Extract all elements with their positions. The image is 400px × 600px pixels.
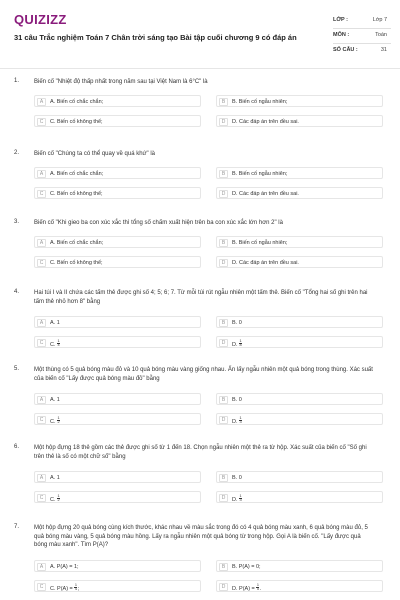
fraction-denominator: 2 — [57, 498, 60, 503]
fraction-denominator: 4 — [74, 587, 77, 592]
option-text — [50, 584, 79, 593]
meta-key: SỐ CÂU : — [333, 47, 358, 53]
answer-option-a[interactable] — [34, 95, 201, 107]
option-text — [50, 260, 103, 266]
fraction — [57, 417, 60, 426]
answer-option-a[interactable] — [34, 560, 201, 572]
option-label: B. 0 — [232, 474, 242, 481]
fraction — [239, 340, 242, 349]
meta-key: LỚP : — [333, 17, 348, 23]
fraction-denominator: 4 — [57, 343, 60, 348]
option-label: A. P(A) = 1; — [50, 563, 79, 570]
option-letter-box: A — [37, 474, 46, 482]
question-number: 6. — [14, 444, 20, 450]
answer-option-b[interactable] — [216, 471, 383, 483]
option-letter-box: B — [219, 396, 228, 404]
option-text — [50, 119, 103, 125]
option-label: B. Biến cố ngẫu nhiên; — [232, 98, 288, 105]
meta-table — [333, 14, 391, 59]
option-letter-box: B — [219, 319, 228, 327]
option-label: B. P(A) = 0; — [232, 563, 261, 570]
fraction-numerator: 1 — [239, 493, 242, 498]
option-text — [232, 119, 299, 125]
question-text: Một hộp đựng 18 thẻ gồm các thẻ được ghi số từ 1 đến 18. Chọn ngẫu nhiên một thẻ ra từ hộp. Xác suất của biến cố "Số ghi trên thẻ là số có một chữ số" bằng — [34, 445, 367, 460]
answer-option-b[interactable] — [216, 167, 383, 179]
fraction-numerator: 1 — [239, 338, 242, 343]
answer-option-c[interactable] — [34, 580, 201, 592]
option-text — [232, 260, 299, 266]
option-label: A. Biến cố chắc chắn; — [50, 98, 104, 105]
answer-option-a[interactable] — [34, 393, 201, 405]
option-label: D. Các đáp án trên đều sai. — [232, 259, 299, 266]
option-letter-box: B — [219, 98, 228, 106]
option-label: B. 0 — [232, 396, 242, 403]
option-label: A. 1 — [50, 474, 60, 481]
option-letter-box: C — [37, 583, 46, 591]
option-label: A. 1 — [50, 396, 60, 403]
option-text — [232, 240, 287, 246]
answer-option-c[interactable] — [34, 115, 201, 127]
option-label: C. — [50, 496, 56, 503]
answer-option-d[interactable] — [216, 256, 383, 268]
option-suffix: . — [259, 585, 261, 592]
option-label: A. Biến cố chắc chắn; — [50, 170, 104, 177]
meta-value: Lớp 7 — [372, 17, 387, 23]
answer-option-c[interactable] — [34, 256, 201, 268]
fraction-numerator: 1 — [57, 493, 60, 498]
option-letter-box: A — [37, 319, 46, 327]
fraction-denominator: 5 — [256, 587, 259, 592]
document-title: 31 câu Trắc nghiệm Toán 7 Chân trời sáng tạo Bài tập cuối chương 9 có đáp án — [14, 33, 297, 42]
option-letter-box: C — [37, 118, 46, 126]
option-letter-box: D — [219, 339, 228, 347]
option-label: C. Biến cố không thể; — [50, 259, 103, 266]
fraction-numerator: 1 — [239, 415, 242, 420]
document-header — [0, 0, 400, 70]
option-letter-box: B — [219, 474, 228, 482]
option-letter-box: B — [219, 563, 228, 571]
option-label: B. Biến cố ngẫu nhiên; — [232, 170, 288, 177]
answer-option-a[interactable] — [34, 167, 201, 179]
option-letter-box: A — [37, 239, 46, 247]
option-text — [232, 171, 287, 177]
answer-option-d[interactable] — [216, 336, 383, 348]
option-letter-box: D — [219, 118, 228, 126]
option-letter-box: B — [219, 239, 228, 247]
option-label: B. Biến cố ngẫu nhiên; — [232, 239, 288, 246]
header-divider — [0, 68, 400, 69]
option-text — [232, 564, 261, 570]
option-label: C. Biến cố không thể; — [50, 190, 103, 197]
question-text: Một thùng có 5 quả bóng màu đỏ và 10 quả bóng màu vàng giống nhau. Ấn lấy ngẫu nhiên một quả bóng trong thùng. Xác suất của biến cố "Lấy được quả bóng màu đỏ" bằng — [34, 367, 373, 382]
option-label: D. — [232, 341, 238, 348]
fraction-numerator: 1 — [74, 582, 77, 587]
answer-option-a[interactable] — [34, 471, 201, 483]
answer-option-c[interactable] — [34, 336, 201, 348]
option-text — [232, 495, 242, 504]
question-text: Một hộp đựng 20 quả bóng cùng kích thước, khác nhau về màu sắc trong đó có 4 quả bóng màu xanh, 6 quả bóng màu đỏ, 5 quả bóng màu vàng, 5 quả bóng màu hồng. Lấy ra ngẫu nhiên một quả bóng từ trong hộp. Gọi A là biến cố. "Lấy được quả bóng màu xanh". Tìm P(A)? — [34, 525, 368, 549]
answer-option-b[interactable] — [216, 95, 383, 107]
option-text — [232, 340, 242, 349]
answer-option-b[interactable] — [216, 560, 383, 572]
question-number: 2. — [14, 150, 20, 156]
option-label: B. 0 — [232, 319, 242, 326]
option-label: C. — [50, 341, 56, 348]
option-text — [50, 495, 60, 504]
meta-row-question-count — [333, 44, 391, 59]
option-letter-box: A — [37, 563, 46, 571]
option-letter-box: A — [37, 396, 46, 404]
question-number: 7. — [14, 524, 20, 530]
option-label: C. Biến cố không thể; — [50, 118, 103, 125]
answer-option-a[interactable] — [34, 316, 201, 328]
option-text — [50, 397, 60, 403]
fraction-numerator: 1 — [256, 582, 259, 587]
meta-key: MÔN : — [333, 32, 350, 38]
fraction-numerator: 1 — [57, 415, 60, 420]
question-number: 3. — [14, 219, 20, 225]
answer-option-b[interactable] — [216, 236, 383, 248]
option-letter-box: C — [37, 339, 46, 347]
option-text — [232, 475, 242, 481]
option-letter-box: D — [219, 416, 228, 424]
question-text: Biến cố "Chúng ta có thể quay về quá khứ" là — [34, 151, 156, 157]
option-label: D. Các đáp án trên đều sai. — [232, 190, 299, 197]
fraction-numerator: 1 — [57, 338, 60, 343]
fraction-denominator: 8 — [239, 343, 242, 348]
answer-option-b[interactable] — [216, 316, 383, 328]
fraction — [57, 495, 60, 504]
option-text — [232, 584, 261, 593]
option-text — [50, 475, 60, 481]
option-label: C. — [50, 418, 56, 425]
option-label: C. P(A) = — [50, 585, 73, 592]
answer-option-c[interactable] — [34, 413, 201, 425]
option-label: D. — [232, 418, 238, 425]
fraction-denominator: 2 — [57, 420, 60, 425]
meta-row-subject — [333, 29, 391, 44]
option-text — [232, 191, 299, 197]
option-letter-box: A — [37, 170, 46, 178]
answer-option-b[interactable] — [216, 393, 383, 405]
meta-value: 31 — [380, 47, 387, 53]
answer-option-d[interactable] — [216, 580, 383, 592]
option-text — [50, 564, 79, 570]
meta-row-grade — [333, 14, 391, 29]
question-text: Hai túi I và II chứa các tấm thẻ được ghi số 4; 5; 6; 7. Từ mỗi túi rút ngẫu nhiên một tấm thẻ. Biến cố "Tổng hai số ghi trên hai tấm thẻ nhỏ hơn 8" bằng — [34, 290, 368, 305]
option-suffix: ; — [77, 585, 79, 592]
option-text — [50, 191, 103, 197]
option-label: D. Các đáp án trên đều sai. — [232, 118, 299, 125]
option-letter-box: A — [37, 98, 46, 106]
option-letter-box: D — [219, 494, 228, 502]
question-text: Biến cố "Khi gieo ba con xúc xắc thì tổng số chấm xuất hiện trên ba con xúc xắc lớn hơn 2" là — [34, 220, 283, 226]
answer-option-d[interactable] — [216, 413, 383, 425]
option-text — [50, 99, 103, 105]
answer-option-d[interactable] — [216, 115, 383, 127]
option-text — [50, 240, 103, 246]
option-text — [232, 397, 242, 403]
answer-option-a[interactable] — [34, 236, 201, 248]
fraction — [239, 417, 242, 426]
option-text — [232, 99, 287, 105]
answer-option-d[interactable] — [216, 187, 383, 199]
question-number: 4. — [14, 289, 20, 295]
question-number: 1. — [14, 78, 20, 84]
meta-value: Toán — [375, 32, 387, 38]
answer-option-c[interactable] — [34, 187, 201, 199]
quizizz-logo: QUIZIZZ — [14, 12, 67, 27]
option-letter-box: C — [37, 190, 46, 198]
option-letter-box: C — [37, 259, 46, 267]
question-number: 5. — [14, 366, 20, 372]
option-label: D. P(A) = — [232, 585, 255, 592]
option-text — [50, 340, 60, 349]
fraction — [239, 495, 242, 504]
option-text — [232, 417, 242, 426]
fraction — [57, 340, 60, 349]
fraction-denominator: 3 — [239, 498, 242, 503]
answer-option-c[interactable] — [34, 491, 201, 503]
option-label: A. 1 — [50, 319, 60, 326]
fraction-denominator: 3 — [239, 420, 242, 425]
option-text — [232, 320, 242, 326]
answer-option-d[interactable] — [216, 491, 383, 503]
option-letter-box: D — [219, 259, 228, 267]
option-label: D. — [232, 496, 238, 503]
option-text — [50, 417, 60, 426]
option-letter-box: D — [219, 583, 228, 591]
option-text — [50, 320, 60, 326]
option-letter-box: B — [219, 170, 228, 178]
option-label: A. Biến cố chắc chắn; — [50, 239, 104, 246]
option-letter-box: D — [219, 190, 228, 198]
option-letter-box: C — [37, 494, 46, 502]
option-text — [50, 171, 103, 177]
option-letter-box: C — [37, 416, 46, 424]
question-text: Biến cố "Nhiệt độ thấp nhất trong năm sau tại Việt Nam là 6°C" là — [34, 79, 208, 85]
